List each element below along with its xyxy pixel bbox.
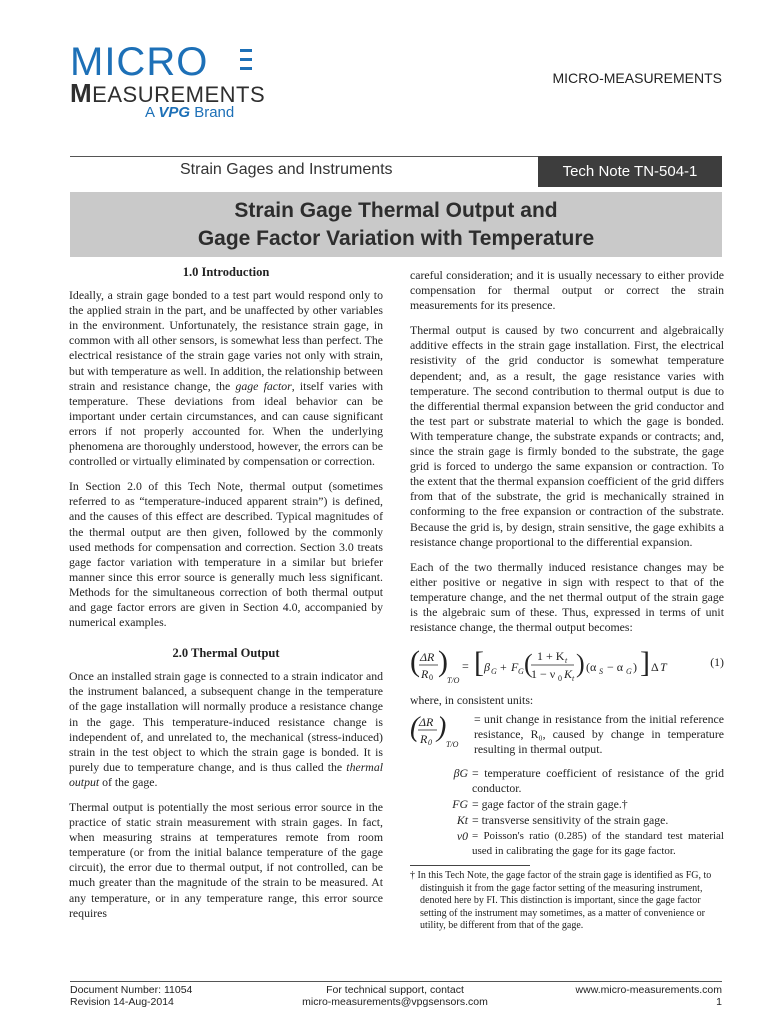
page-title-line1: Strain Gage Thermal Output and	[234, 199, 558, 222]
svg-text:+: +	[500, 660, 507, 675]
svg-text:R: R	[421, 667, 429, 682]
title-box	[70, 192, 722, 257]
symbol-definitions	[410, 712, 724, 859]
logo-brand-text: A VPG Brand	[145, 104, 235, 121]
tech-note-badge: Tech Note TN-504-1	[538, 156, 722, 187]
svg-text:t: t	[565, 656, 568, 666]
document-number: Document Number: 11054	[70, 984, 193, 996]
svg-text:1 − ν: 1 − ν	[531, 667, 556, 682]
svg-text:Δ: Δ	[651, 660, 659, 675]
svg-text:0: 0	[428, 738, 432, 748]
paragraph-thermal-2: Thermal output is potentially the most serious error source in the practice of static strain measurement with strain gages. In fact, when measuring strains at temperatures remote from room temperature (or from the initial balance temperature of the gage circuit), the error due to thermal output, if not controlled, can be much greater than the magnitude of the strain to be measured. At any temperature, or in any temperature range, this error source requires	[69, 800, 383, 920]
svg-text:ΔR: ΔR	[420, 650, 435, 665]
definition-delta-r: ( ΔR R 0 ) T/O = unit change in resistance from the initial reference resistance, R₀, caused by change in temperature resulting in thermal output.	[410, 712, 724, 757]
svg-text:G: G	[626, 667, 632, 677]
svg-text:K: K	[564, 667, 573, 682]
svg-text:): )	[437, 712, 447, 744]
definition-beta-g: βG = temperature coefficient of resistance of the grid conductor.	[453, 765, 724, 795]
svg-text:): )	[633, 660, 637, 675]
svg-text:ΔR: ΔR	[419, 715, 434, 730]
paragraph-intro-1: Ideally, a strain gage bonded to a test part would respond only to the applied strain in the part, and be unaffected by other variables in the environment. Unfortunately, the resistance strain gage, in common with all other sensors, is somewhat less than perfect. The electrical resistance of the strain gage varies not only with strain, but with temperature as well. In addition, the relationship between strain and resistance change, the gage factor, itself varies with temperature. These deviations from ideal behavior can be important under certain circumstances, and can cause significant errors if not properly accounted for. When the underlying phenomena are thoroughly understood, however, the errors can be controlled or virtually eliminated by compensation or correction.	[69, 288, 384, 469]
support-email-link[interactable]: micro-measurements@vpgsensors.com	[302, 996, 488, 1008]
equation-graphic	[410, 645, 724, 687]
paragraph-intro-2: In Section 2.0 of this Tech Note, thermal output (sometimes referred to as “temperature-induced apparent strain”) is defined, and the causes of this effect are described. Typical magnitudes of the thermal output are then given, followed by the commonly used methods for compensation and correction. Section 3.0 treats gage factor variation with temperature in a similar but briefer manner since this error source is generally much less significant. Methods for the simultaneous correction of both thermal output and gage factor errors are given in Section 4.0, accompanied by numerical examples.	[69, 479, 383, 630]
svg-text:t: t	[572, 674, 575, 684]
support-text: For technical support, contact	[326, 984, 464, 996]
footnote-rule	[410, 865, 530, 866]
left-column	[69, 265, 383, 931]
svg-text:0: 0	[429, 673, 433, 683]
equation-number: (1)	[710, 655, 724, 670]
svg-text:): )	[438, 645, 448, 679]
definition-k-t: Kt = transverse sensitivity of the strain gage.	[456, 812, 669, 827]
footnote: † In this Tech Note, the gage factor of the strain gage is identified as FG, to distinguish it from the gage factor setting of the measuring instrument, denoted here by FI. This distinction is important, since the gage factor setting of the instrument may sometimes, as a matter of convenience or utility, be different from that of the gage.	[410, 870, 712, 932]
footer-website	[576, 984, 722, 1008]
paragraph-causes: Thermal output is caused by two concurrent and algebraically additive effects in the strain gage installation. First, the electrical resistivity of the grid conductor is somewhat temperature dependent; and, as a result, the gage resistance varies with temperature. The second contribution to thermal output is due to the differential thermal expansion between the grid conductor and the test part or substrate material to which the gage is bonded. With temperature change, the substrate expands or contracts; and, since the strain gage is firmly bonded to the substrate, the gage grid is forced to undergo the same expansion or contraction. To the extent that the thermal expansion coefficient of the grid differs from that of the substrate, the grid is mechanically strained in conforming to the free expansion or contraction of the substrate. Because the grid is, by design, strain sensitive, the gage exhibits a resistance change proportional to the differential expansion.	[410, 323, 724, 549]
svg-text:T/O: T/O	[446, 740, 459, 749]
svg-text:(α: (α	[586, 660, 597, 675]
logo-micro-text: MICRO	[70, 40, 209, 84]
category-label: Strain Gages and Instruments	[180, 161, 393, 178]
logo-measurements-text: MEASUREMENTS	[70, 78, 266, 108]
page-title-line2: Gage Factor Variation with Temperature	[197, 227, 595, 250]
svg-text:− α: − α	[607, 660, 624, 675]
svg-text:(: (	[524, 649, 533, 679]
page-number: 1	[716, 996, 722, 1008]
svg-text:R: R	[420, 732, 428, 747]
where-text: where, in consistent units:	[410, 693, 534, 708]
footer-rule	[70, 981, 722, 982]
svg-text:G: G	[491, 667, 497, 677]
paragraph-net-output: Each of the two thermally induced resistance changes may be either positive or negative in sign with respect to that of the temperature change, and the net thermal output of the strain gage is the algebraic sum of these. Thus, expressed in terms of unit resistance change, the thermal output becomes:	[410, 559, 724, 635]
footer-document-info	[70, 984, 192, 1008]
paragraph-thermal-1: Once an installed strain gage is connected to a strain indicator and the instrument balanced, a subsequent change in the temperature of the gage installation will normally produce a resistance change in the gage. This temperature-induced resistance change is independent of, and unrelated to, the mechanical (stress-induced) strain in the test object to which the strain gage is bonded. It is purely due to temperature change, and is thus called the thermal output of the gage.	[69, 669, 383, 789]
svg-text:=: =	[462, 659, 469, 674]
footer-support	[290, 984, 500, 1008]
svg-text:(: (	[410, 645, 420, 679]
delta-r-symbol-icon	[410, 712, 466, 757]
svg-text:T: T	[660, 660, 667, 675]
logo-lines-icon	[240, 49, 252, 76]
svg-text:): )	[576, 649, 585, 679]
svg-text:[: [	[474, 646, 484, 680]
svg-text:1 + K: 1 + K	[537, 649, 565, 664]
svg-text:G: G	[518, 667, 524, 677]
section-heading-intro: 1.0 Introduction	[182, 265, 270, 279]
svg-text:0: 0	[558, 674, 562, 684]
section-heading-thermal: 2.0 Thermal Output	[172, 646, 280, 661]
svg-text:(: (	[410, 712, 420, 744]
thermal-output-equation	[410, 645, 724, 687]
right-column	[410, 268, 724, 933]
company-logo	[70, 40, 266, 122]
company-name: MICRO-MEASUREMENTS	[552, 70, 722, 86]
definition-nu-0: ν0 = Poisson's ratio (0.285) of the standard test material used in calibrating the gage for its gage factor.	[456, 828, 724, 857]
svg-text:]: ]	[640, 646, 650, 680]
svg-text:F: F	[511, 660, 519, 675]
paragraph-continued: careful consideration; and it is usually necessary to either provide compensation for thermal output or correct the strain measurements for its presence.	[410, 268, 724, 313]
svg-text:S: S	[599, 667, 603, 677]
revision-date: Revision 14-Aug-2014	[70, 996, 174, 1008]
svg-text:β: β	[484, 660, 490, 675]
definition-f-g: FG = gage factor of the strain gage.†	[452, 796, 628, 811]
website-link[interactable]: www.micro-measurements.com	[575, 984, 722, 996]
svg-text:T/O: T/O	[447, 676, 460, 686]
